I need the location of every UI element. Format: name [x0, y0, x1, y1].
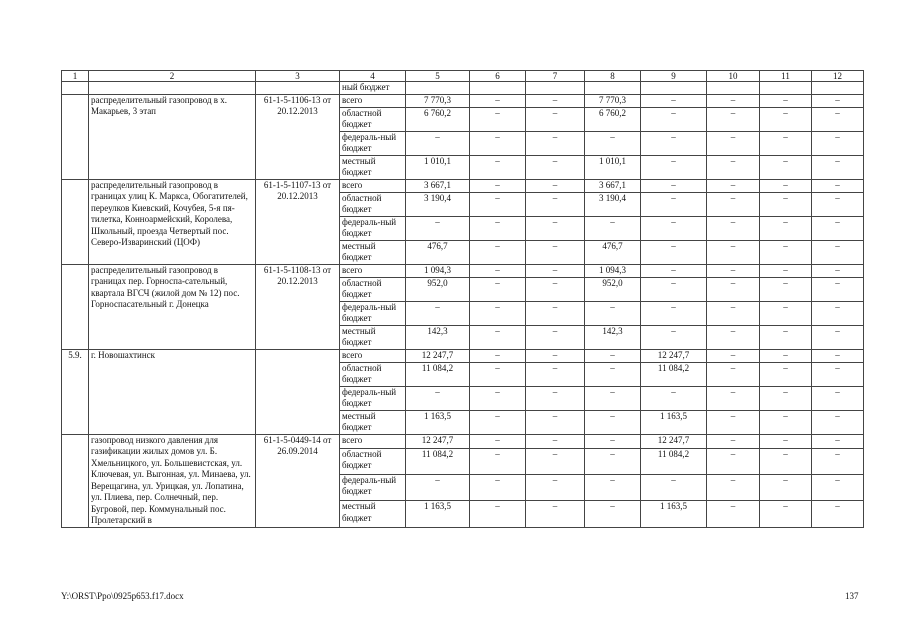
amount-cell-12: –: [812, 362, 864, 386]
amount-cell-9: 12 247,7: [641, 434, 707, 448]
amount-cell-6: –: [470, 179, 526, 192]
amount-cell-9: 11 084,2: [641, 362, 707, 386]
amount-cell-9: –: [641, 192, 707, 216]
amount-cell-9: –: [641, 386, 707, 410]
footer-file-path: Y:\ORST\Ppo\0925p653.f17.docx: [61, 591, 184, 601]
amount-cell-7: –: [526, 410, 585, 434]
amount-cell-6: –: [470, 448, 526, 474]
amount-cell-10: –: [707, 179, 760, 192]
amount-cell-7: –: [526, 216, 585, 240]
amount-cell-6: –: [470, 362, 526, 386]
amount-cell-12: –: [812, 107, 864, 131]
amount-cell-9: –: [641, 179, 707, 192]
amount-cell-12: –: [812, 94, 864, 107]
object-name-cell: распределительный газопровод в границах пер. Горноспа-сательный, квартала ВГСЧ (жилой дом № 12) пос. Горноспасательный г. Донецка: [89, 264, 256, 349]
amount-cell-11: –: [760, 240, 812, 264]
amount-cell-9: –: [641, 277, 707, 301]
amount-cell-10: –: [707, 301, 760, 325]
amount-cell-11: –: [760, 501, 812, 527]
amount-cell-8: 1 010,1: [585, 155, 641, 179]
amount-cell-5: 1 163,5: [406, 501, 470, 527]
object-name-cell: распределительный газопровод в х. Макарьев, 3 этап: [89, 94, 256, 179]
header-cell: 2: [89, 71, 256, 82]
funding-source-cell: областной бюджет: [340, 277, 406, 301]
amount-cell-6: –: [470, 349, 526, 362]
amount-cell-6: –: [470, 301, 526, 325]
amount-cell-12: –: [812, 216, 864, 240]
amount-cell-10: –: [707, 349, 760, 362]
amount-cell-11: –: [760, 107, 812, 131]
amount-cell-6: –: [470, 434, 526, 448]
amount-cell-12: –: [812, 386, 864, 410]
amount-cell-7: –: [526, 362, 585, 386]
amount-cell-9: –: [641, 107, 707, 131]
header-cell: 1: [62, 71, 89, 82]
document-number-cell: [256, 349, 340, 434]
amount-cell-9: –: [641, 264, 707, 277]
funding-source-cell: всего: [340, 349, 406, 362]
amount-cell-5: 12 247,7: [406, 434, 470, 448]
amount-cell-6: –: [470, 474, 526, 500]
funding-source-cell: всего: [340, 94, 406, 107]
amount-cell-6: –: [470, 264, 526, 277]
funding-source-cell: местный бюджет: [340, 325, 406, 349]
funding-source-cell: федераль-ный бюджет: [340, 386, 406, 410]
table-row: [62, 179, 864, 192]
amount-cell-11: –: [760, 410, 812, 434]
amount-cell-8: 7 770,3: [585, 94, 641, 107]
amount-cell-12: –: [812, 179, 864, 192]
header-cell: 12: [812, 71, 864, 82]
header-cell: 10: [707, 71, 760, 82]
amount-cell-10: –: [707, 448, 760, 474]
amount-cell-11: –: [760, 301, 812, 325]
amount-cell-8: –: [585, 349, 641, 362]
object-name-cell: распределительный газопровод в границах улиц К. Маркса, Обогатителей, переулков Киевский, Кочубея, 5-я пя-тилетка, Конноармейский, Королева, Школьный, проезда Четвертый пос. Северо-Изваринский (ЦОФ): [89, 179, 256, 264]
amount-cell-9: –: [641, 94, 707, 107]
amount-cell-5: 6 760,2: [406, 107, 470, 131]
amount-cell-8: 3 667,1: [585, 179, 641, 192]
amount-cell-6: –: [470, 277, 526, 301]
amount-cell-5: –: [406, 301, 470, 325]
empty-cell: [470, 82, 526, 95]
amount-cell-8: –: [585, 131, 641, 155]
amount-cell-11: –: [760, 264, 812, 277]
amount-cell-9: –: [641, 240, 707, 264]
amount-cell-5: 1 094,3: [406, 264, 470, 277]
amount-cell-6: –: [470, 216, 526, 240]
amount-cell-8: 3 190,4: [585, 192, 641, 216]
table-row: [62, 94, 864, 107]
item-number-cell: [62, 264, 89, 349]
amount-cell-5: –: [406, 216, 470, 240]
amount-cell-5: 11 084,2: [406, 362, 470, 386]
empty-cell: [760, 82, 812, 95]
empty-cell: [641, 82, 707, 95]
amount-cell-12: –: [812, 264, 864, 277]
amount-cell-6: –: [470, 155, 526, 179]
amount-cell-9: –: [641, 216, 707, 240]
amount-cell-7: –: [526, 264, 585, 277]
amount-cell-8: –: [585, 474, 641, 500]
header-cell: 4: [340, 71, 406, 82]
amount-cell-7: –: [526, 448, 585, 474]
amount-cell-7: –: [526, 155, 585, 179]
funding-source-cell: ный бюджет: [340, 82, 406, 95]
amount-cell-6: –: [470, 107, 526, 131]
amount-cell-7: –: [526, 434, 585, 448]
funding-source-cell: федераль-ный бюджет: [340, 301, 406, 325]
funding-source-cell: всего: [340, 179, 406, 192]
amount-cell-7: –: [526, 349, 585, 362]
amount-cell-9: –: [641, 131, 707, 155]
amount-cell-8: 6 760,2: [585, 107, 641, 131]
amount-cell-11: –: [760, 386, 812, 410]
amount-cell-10: –: [707, 434, 760, 448]
amount-cell-11: –: [760, 277, 812, 301]
amount-cell-5: 476,7: [406, 240, 470, 264]
amount-cell-12: –: [812, 240, 864, 264]
document-page: [61, 70, 864, 528]
continuation-row: [62, 82, 864, 95]
amount-cell-6: –: [470, 386, 526, 410]
empty-cell: [812, 82, 864, 95]
amount-cell-10: –: [707, 386, 760, 410]
empty-cell: [256, 82, 340, 95]
empty-cell: [89, 82, 256, 95]
funding-source-cell: областной бюджет: [340, 107, 406, 131]
amount-cell-11: –: [760, 216, 812, 240]
amount-cell-11: –: [760, 434, 812, 448]
amount-cell-7: –: [526, 325, 585, 349]
amount-cell-10: –: [707, 240, 760, 264]
amount-cell-9: –: [641, 325, 707, 349]
empty-cell: [707, 82, 760, 95]
amount-cell-6: –: [470, 192, 526, 216]
amount-cell-10: –: [707, 107, 760, 131]
budget-table: [61, 70, 864, 528]
amount-cell-7: –: [526, 386, 585, 410]
amount-cell-6: –: [470, 94, 526, 107]
amount-cell-8: –: [585, 386, 641, 410]
amount-cell-6: –: [470, 501, 526, 527]
page-number: 137: [845, 591, 859, 601]
item-number-cell: [62, 94, 89, 179]
object-name-cell: газопровод низкого давления для газификации жилых домов ул. Б. Хмельницкого, ул. Большевистская, ул. Ключевая, ул. Выгонная, ул. Минаева, ул. Верещагина, ул. Урицкая, ул. Лопатина, ул. Плиева, пер. Солнечный, пер. Бугровой, пер. Коммунальный пос. Пролетарский в: [89, 434, 256, 527]
amount-cell-9: –: [641, 301, 707, 325]
amount-cell-10: –: [707, 474, 760, 500]
amount-cell-5: 142,3: [406, 325, 470, 349]
amount-cell-9: 12 247,7: [641, 349, 707, 362]
empty-cell: [526, 82, 585, 95]
amount-cell-12: –: [812, 349, 864, 362]
amount-cell-12: –: [812, 131, 864, 155]
amount-cell-12: –: [812, 277, 864, 301]
amount-cell-8: –: [585, 301, 641, 325]
funding-source-cell: областной бюджет: [340, 362, 406, 386]
funding-source-cell: федераль-ный бюджет: [340, 474, 406, 500]
amount-cell-10: –: [707, 192, 760, 216]
empty-cell: [406, 82, 470, 95]
amount-cell-12: –: [812, 448, 864, 474]
amount-cell-9: –: [641, 474, 707, 500]
amount-cell-12: –: [812, 325, 864, 349]
amount-cell-9: 1 163,5: [641, 501, 707, 527]
amount-cell-5: 12 247,7: [406, 349, 470, 362]
document-number-cell: 61-1-5-1107-13 от 20.12.2013: [256, 179, 340, 264]
amount-cell-8: –: [585, 448, 641, 474]
amount-cell-6: –: [470, 325, 526, 349]
header-cell: 9: [641, 71, 707, 82]
amount-cell-5: 7 770,3: [406, 94, 470, 107]
amount-cell-10: –: [707, 410, 760, 434]
amount-cell-10: –: [707, 277, 760, 301]
amount-cell-11: –: [760, 448, 812, 474]
table-row: [62, 434, 864, 448]
amount-cell-12: –: [812, 192, 864, 216]
amount-cell-9: –: [641, 155, 707, 179]
funding-source-cell: местный бюджет: [340, 410, 406, 434]
amount-cell-11: –: [760, 325, 812, 349]
amount-cell-12: –: [812, 301, 864, 325]
amount-cell-7: –: [526, 94, 585, 107]
amount-cell-8: 952,0: [585, 277, 641, 301]
object-name-cell: г. Новошахтинск: [89, 349, 256, 434]
amount-cell-11: –: [760, 179, 812, 192]
amount-cell-7: –: [526, 474, 585, 500]
amount-cell-12: –: [812, 434, 864, 448]
amount-cell-5: 952,0: [406, 277, 470, 301]
amount-cell-11: –: [760, 192, 812, 216]
amount-cell-10: –: [707, 94, 760, 107]
amount-cell-6: –: [470, 240, 526, 264]
document-number-cell: 61-1-5-1106-13 от 20.12.2013: [256, 94, 340, 179]
amount-cell-8: –: [585, 410, 641, 434]
amount-cell-9: 1 163,5: [641, 410, 707, 434]
amount-cell-10: –: [707, 362, 760, 386]
amount-cell-12: –: [812, 474, 864, 500]
amount-cell-10: –: [707, 155, 760, 179]
amount-cell-12: –: [812, 155, 864, 179]
item-number-cell: [62, 434, 89, 527]
funding-source-cell: местный бюджет: [340, 501, 406, 527]
amount-cell-10: –: [707, 501, 760, 527]
amount-cell-7: –: [526, 179, 585, 192]
amount-cell-8: 142,3: [585, 325, 641, 349]
amount-cell-11: –: [760, 155, 812, 179]
header-cell: 5: [406, 71, 470, 82]
amount-cell-7: –: [526, 501, 585, 527]
header-cell: 6: [470, 71, 526, 82]
amount-cell-8: 1 094,3: [585, 264, 641, 277]
table-row: [62, 264, 864, 277]
empty-cell: [585, 82, 641, 95]
document-number-cell: 61-1-5-0449-14 от 26.09.2014: [256, 434, 340, 527]
amount-cell-8: –: [585, 216, 641, 240]
amount-cell-7: –: [526, 131, 585, 155]
column-number-header-row: [62, 71, 864, 82]
amount-cell-5: –: [406, 386, 470, 410]
table-body: [62, 71, 864, 528]
amount-cell-8: –: [585, 501, 641, 527]
funding-source-cell: всего: [340, 434, 406, 448]
funding-source-cell: всего: [340, 264, 406, 277]
amount-cell-5: 11 084,2: [406, 448, 470, 474]
funding-source-cell: федераль-ный бюджет: [340, 216, 406, 240]
amount-cell-5: 3 667,1: [406, 179, 470, 192]
funding-source-cell: областной бюджет: [340, 448, 406, 474]
amount-cell-10: –: [707, 264, 760, 277]
amount-cell-11: –: [760, 94, 812, 107]
funding-source-cell: местный бюджет: [340, 155, 406, 179]
amount-cell-5: 3 190,4: [406, 192, 470, 216]
funding-source-cell: областной бюджет: [340, 192, 406, 216]
amount-cell-8: –: [585, 434, 641, 448]
amount-cell-9: 11 084,2: [641, 448, 707, 474]
empty-cell: [62, 82, 89, 95]
amount-cell-11: –: [760, 349, 812, 362]
amount-cell-7: –: [526, 277, 585, 301]
item-number-cell: [62, 179, 89, 264]
amount-cell-7: –: [526, 107, 585, 131]
header-cell: 8: [585, 71, 641, 82]
header-cell: 3: [256, 71, 340, 82]
amount-cell-7: –: [526, 240, 585, 264]
funding-source-cell: федераль-ный бюджет: [340, 131, 406, 155]
amount-cell-5: 1 010,1: [406, 155, 470, 179]
amount-cell-7: –: [526, 192, 585, 216]
amount-cell-11: –: [760, 474, 812, 500]
amount-cell-6: –: [470, 410, 526, 434]
amount-cell-10: –: [707, 325, 760, 349]
header-cell: 7: [526, 71, 585, 82]
amount-cell-5: 1 163,5: [406, 410, 470, 434]
amount-cell-12: –: [812, 501, 864, 527]
amount-cell-11: –: [760, 362, 812, 386]
amount-cell-8: –: [585, 362, 641, 386]
header-cell: 11: [760, 71, 812, 82]
amount-cell-5: –: [406, 131, 470, 155]
table-row: [62, 349, 864, 362]
amount-cell-10: –: [707, 216, 760, 240]
amount-cell-11: –: [760, 131, 812, 155]
amount-cell-8: 476,7: [585, 240, 641, 264]
document-number-cell: 61-1-5-1108-13 от 20.12.2013: [256, 264, 340, 349]
amount-cell-12: –: [812, 410, 864, 434]
item-number-cell: 5.9.: [62, 349, 89, 434]
amount-cell-7: –: [526, 301, 585, 325]
amount-cell-6: –: [470, 131, 526, 155]
amount-cell-5: –: [406, 474, 470, 500]
funding-source-cell: местный бюджет: [340, 240, 406, 264]
amount-cell-10: –: [707, 131, 760, 155]
